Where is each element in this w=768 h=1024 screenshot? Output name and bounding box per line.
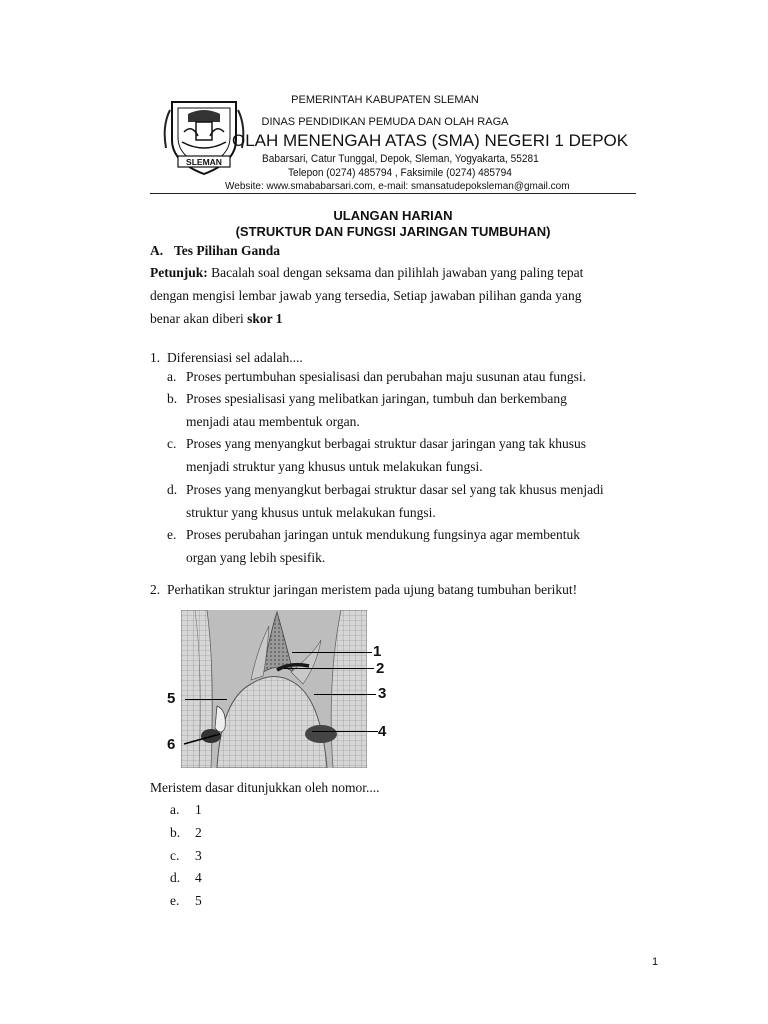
q1-option-d-line1: Proses yang menyangkut berbagai struktur dasar sel yang tak khusus menjadi	[186, 482, 604, 497]
logo-text: SLEMAN	[186, 157, 222, 167]
q1-option-e-line1: Proses perubahan jaringan untuk mendukung fungsinya agar membentuk	[186, 527, 581, 542]
instructions-label: Petunjuk:	[150, 265, 208, 280]
letterhead-department: DINAS PENDIDIKAN PEMUDA DAN OLAH RAGA	[261, 116, 509, 128]
q1-text: Diferensiasi sel adalah....	[167, 350, 303, 365]
q2-option-a: 1	[195, 802, 202, 817]
instructions-line3-text: benar akan diberi	[150, 311, 244, 326]
letterhead-phone: Telepon (0274) 485794 , Faksimile (0274) 485794	[288, 167, 512, 179]
leader-line-4	[312, 731, 378, 732]
q2-option-c: 3	[195, 848, 202, 863]
q1-option-letter: a.	[167, 369, 177, 384]
figure-label-3: 3	[378, 685, 387, 702]
q1-option-b-line2: menjadi atau membentuk organ.	[186, 414, 360, 429]
q1-option-letter: c.	[167, 436, 177, 451]
letterhead-divider	[150, 193, 636, 194]
instructions	[150, 265, 583, 281]
section-letter: A.	[150, 243, 164, 258]
figure-label-5: 5	[167, 690, 176, 707]
figure-label-2: 2	[376, 660, 385, 677]
leader-line-5	[185, 699, 227, 700]
figure-label-4: 4	[378, 723, 387, 740]
leader-line-3	[314, 694, 376, 695]
letterhead-government: PEMERINTAH KABUPATEN SLEMAN	[291, 94, 479, 106]
q2-option-d: 4	[195, 870, 202, 885]
section-heading: Tes Pilihan Ganda	[174, 243, 281, 258]
page-number: 1	[652, 956, 659, 968]
q2-option-letter: d.	[170, 870, 181, 885]
q2-option-e: 5	[195, 893, 202, 908]
q2-option-letter: a.	[170, 802, 180, 817]
q1-option-d-line2: struktur yang khusus untuk melakukan fungsi.	[186, 505, 436, 520]
exam-title: ULANGAN HARIAN	[333, 208, 453, 223]
q1-option-b-line1: Proses spesialisasi yang melibatkan jaringan, tumbuh dan berkembang	[186, 391, 567, 406]
exam-subtitle: (STRUKTUR DAN FUNGSI JARINGAN TUMBUHAN)	[235, 224, 551, 239]
instructions-line3	[150, 311, 282, 327]
q1-option-letter: e.	[167, 527, 177, 542]
leader-line-6	[182, 728, 222, 748]
instructions-score: skor 1	[247, 311, 283, 326]
q1-option-letter: d.	[167, 482, 178, 497]
q2-question: Meristem dasar ditunjukkan oleh nomor....	[150, 780, 380, 795]
figure-label-6: 6	[167, 736, 176, 753]
q1-option-e-line2: organ yang lebih spesifik.	[186, 550, 326, 565]
q2-option-letter: e.	[170, 893, 180, 908]
q2-text: Perhatikan struktur jaringan meristem pada ujung batang tumbuhan berikut!	[167, 582, 578, 597]
letterhead-school: OLAH MENENGAH ATAS (SMA) NEGERI 1 DEPOK	[232, 131, 629, 150]
figure-label-1: 1	[373, 643, 382, 660]
q1-number: 1.	[150, 350, 161, 365]
instructions-line2: dengan mengisi lembar jawab yang tersedia, Setiap jawaban pilihan ganda yang	[150, 288, 582, 303]
q2-number: 2.	[150, 582, 161, 597]
leader-line-2	[284, 668, 374, 669]
instructions-line1: Bacalah soal dengan seksama dan pilihlah jawaban yang paling tepat	[211, 265, 584, 280]
q2-option-letter: b.	[170, 825, 181, 840]
q2-option-letter: c.	[170, 848, 180, 863]
q1-option-a: Proses pertumbuhan spesialisasi dan perubahan maju susunan atau fungsi.	[186, 369, 587, 384]
q1-option-letter: b.	[167, 391, 178, 406]
leader-line-1	[292, 652, 372, 653]
q1-option-c-line2: menjadi struktur yang khusus untuk melakukan fungsi.	[186, 459, 483, 474]
letterhead-address: Babarsari, Catur Tunggal, Depok, Sleman, Yogyakarta, 55281	[262, 153, 539, 165]
letterhead-web: Website: www.smababarsari.com, e-mail: smansatudepoksleman@gmail.com	[225, 181, 570, 192]
q2-option-b: 2	[195, 825, 202, 840]
q1-option-c-line1: Proses yang menyangkut berbagai struktur dasar jaringan yang tak khusus	[186, 436, 587, 451]
